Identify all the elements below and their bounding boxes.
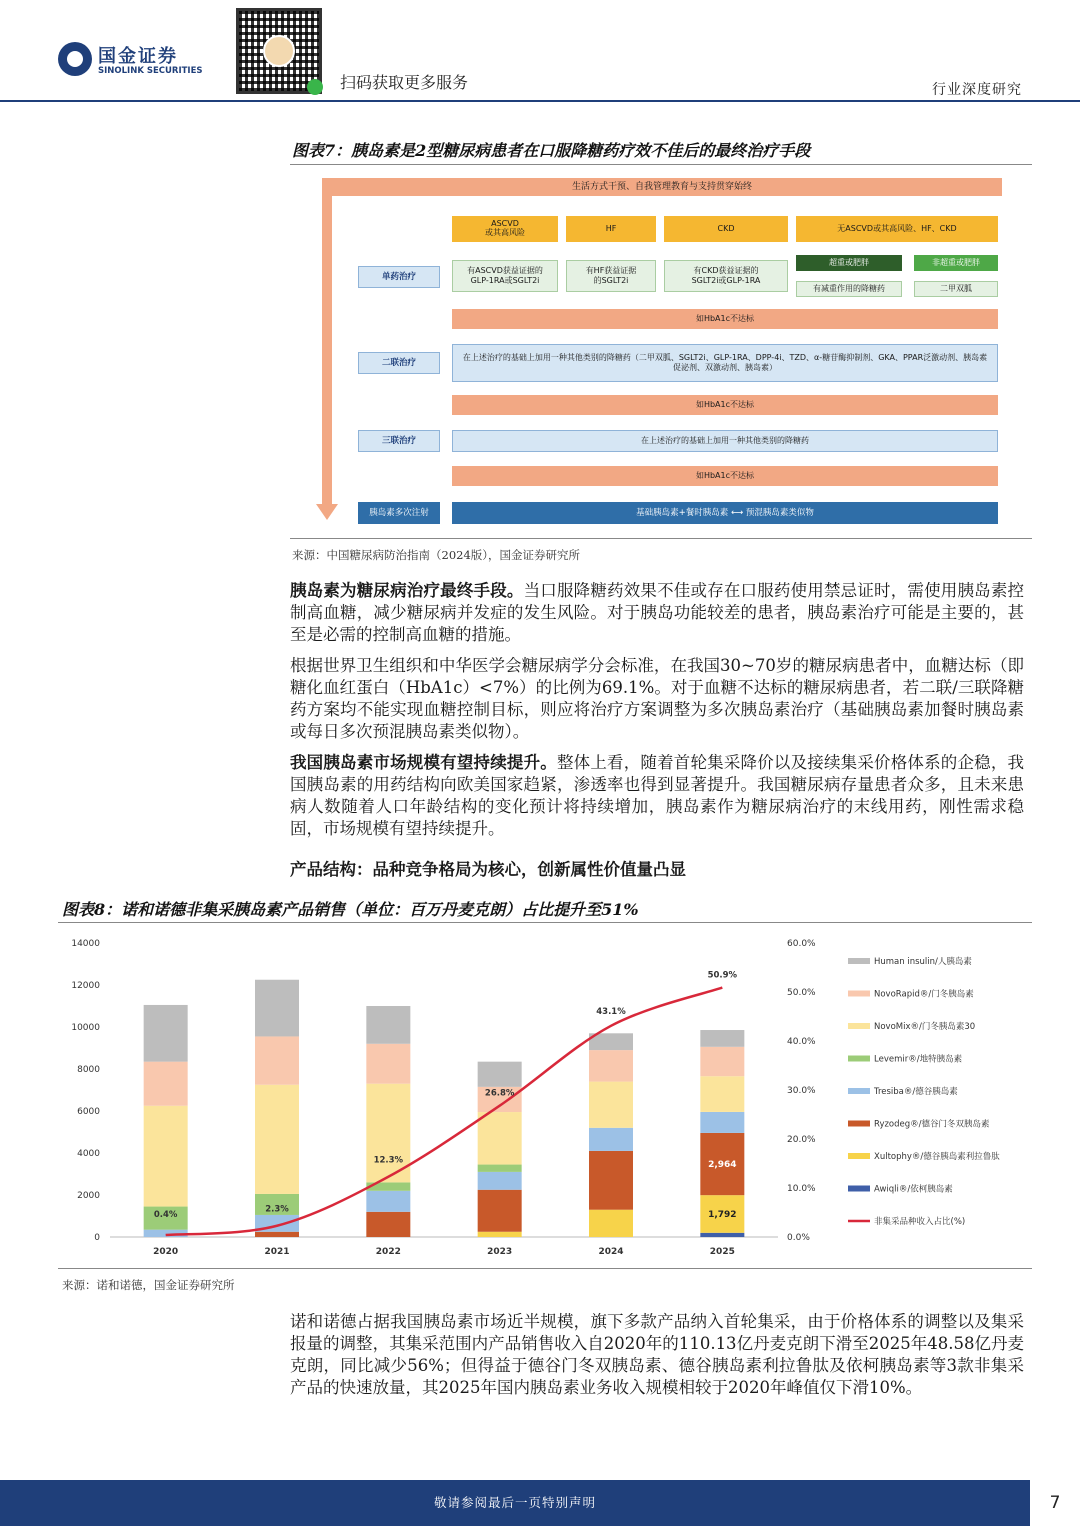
bar-segment	[478, 1190, 522, 1232]
legend-label: Levemir®/地特胰岛素	[874, 1054, 963, 1065]
bar-segment	[700, 1112, 744, 1133]
figure8-chart	[58, 928, 1032, 1260]
lifestyle-bar: 生活方式干预、自我管理教育与支持贯穿始终	[322, 178, 1002, 196]
paragraph-2: 根据世界卫生组织和中华医学会糖尿病学分会标准，在我国30~70岁的糖尿病患者中，血糖达标（即糖化血红蛋白（HbA1c）<7%）的比例为69.1%。对于血糖不达标的糖尿病患者，若二联/三联降糖药方案均不能实现血糖控制目标，则应将治疗方案调整为多次胰岛素治疗（基础胰岛素加餐时胰岛素或每日多次预混胰岛素类似物）。	[290, 656, 1024, 741]
chart-svg	[58, 928, 1032, 1260]
legend-swatch	[848, 958, 870, 964]
bar-segment	[589, 1151, 633, 1210]
y2-tick-label: 60.0%	[787, 939, 816, 949]
legend-label: Human insulin/人胰岛素	[874, 957, 972, 967]
cat-ascvd: ASCVD 或其高风险	[452, 216, 558, 242]
bar-segment	[144, 1106, 188, 1207]
legend-label: NovoMix®/门冬胰岛素30	[874, 1022, 976, 1032]
paragraph-3-body: 整体上看，随着首轮集采降价以及接续集采价格体系的企稳，我国胰岛素的用药结构向欧美国家趋紧，渗透率也得到显著提升。我国糖尿病存量患者众多，且未来患病人数随着人口年龄结构的变化预计将持续增加，胰岛素作为糖尿病治疗的末线用药，刚性需求稳固，市场规模有望持续提升。	[290, 753, 1025, 838]
figure8-source: 来源：诺和诺德，国金证券研究所	[62, 1278, 235, 1292]
paragraph-1	[290, 580, 1024, 646]
y-tick-label: 12000	[71, 981, 100, 991]
line-data-label: 26.8%	[484, 1088, 515, 1099]
brand-name-en: SINOLINK SECURITIES	[98, 66, 203, 76]
figure8-top-rule	[58, 922, 1032, 923]
not-overweight-box: 非超重或肥胖	[914, 255, 998, 271]
line-data-label: 0.4%	[153, 1210, 178, 1221]
paragraph-1-lead: 胰岛素为糖尿病治疗最终手段。	[290, 581, 524, 600]
legend-label: Xultophy®/德谷胰岛素利拉鲁肽	[874, 1152, 1000, 1162]
bar-segment	[255, 1232, 299, 1237]
y2-tick-label: 50.0%	[787, 988, 816, 998]
legend-label: Ryzodeg®/德谷门冬双胰岛素	[874, 1119, 990, 1130]
section-subheading: 产品结构：品种竞争格局为核心，创新属性价值量凸显	[290, 860, 686, 879]
bar-segment	[478, 1165, 522, 1172]
legend-label: 非集采品种收入占比(%)	[874, 1217, 966, 1227]
x-tick-label: 2021	[264, 1247, 290, 1257]
legend-swatch	[848, 1056, 870, 1062]
legend-swatch	[848, 1121, 870, 1127]
legend-swatch	[848, 1023, 870, 1029]
brand-name-cn: 国金证券	[98, 46, 178, 67]
header-divider	[0, 100, 1080, 102]
cat-ckd: CKD	[664, 216, 788, 242]
insulin-multi-label: 胰岛素多次注射	[358, 502, 440, 524]
y-tick-label: 4000	[77, 1149, 100, 1159]
y2-tick-label: 30.0%	[787, 1086, 816, 1096]
cat-none: 无ASCVD或其高风险、HF、CKD	[796, 216, 998, 242]
overweight-box: 超重或肥胖	[796, 255, 902, 271]
paragraph-3	[290, 752, 1024, 840]
y-tick-label: 10000	[71, 1023, 100, 1033]
figure7-flowchart	[316, 178, 1002, 528]
weight-loss-drug-box: 有减重作用的降糖药	[796, 281, 902, 297]
bar-segment	[144, 1062, 188, 1106]
not-reached-1: 如HbA1c不达标	[452, 309, 998, 329]
bar-segment	[255, 1036, 299, 1084]
y2-tick-label: 20.0%	[787, 1135, 816, 1145]
dual-therapy-label: 二联治疗	[358, 352, 440, 374]
bar-segment	[366, 1044, 410, 1084]
bar-segment	[589, 1050, 633, 1082]
bar-segment	[700, 1030, 744, 1047]
dual-therapy-box: 在上述治疗的基础上加用一种其他类别的降糖药（二甲双胍、SGLT2i、GLP-1RA、DPP-4i、TZD、α-糖苷酶抑制剂、GKA、PPAR泛激动剂、胰岛素促泌剂、双激动剂、胰岛素）	[452, 344, 998, 382]
line-data-label: 2.3%	[265, 1204, 289, 1215]
bar-segment	[478, 1112, 522, 1165]
mono-ascvd-box: 有ASCVD获益证据的 GLP-1RA或SGLT2i	[452, 260, 558, 292]
legend-swatch	[848, 1186, 870, 1192]
not-reached-3: 如HbA1c不达标	[452, 466, 998, 486]
x-tick-label: 2022	[375, 1247, 401, 1257]
mono-hf-box: 有HF获益证据 的SGLT2i	[566, 260, 656, 292]
paragraph-3-lead: 我国胰岛素市场规模有望持续提升。	[290, 753, 557, 772]
paragraph-1-body: 当口服降糖药效果不佳或存在口服药使用禁忌证时，需使用胰岛素控制高血糖，减少糖尿病并发症的发生风险。对于胰岛功能较差的患者，胰岛素治疗可能是主要的，甚至是必需的控制高血糖的措施。	[290, 581, 1025, 644]
bar-segment	[366, 1191, 410, 1212]
y-tick-label: 14000	[71, 939, 100, 949]
legend-swatch	[848, 1153, 870, 1159]
y-tick-label: 0	[94, 1233, 100, 1243]
qr-center-logo-icon	[263, 35, 295, 67]
y2-tick-label: 0.0%	[787, 1233, 810, 1243]
basal-bolus-text: 基础胰岛素+餐时胰岛素	[636, 508, 729, 518]
bar-segment	[366, 1006, 410, 1044]
report-category: 行业深度研究	[932, 82, 1022, 98]
figure7-bottom-rule	[290, 538, 1032, 539]
wechat-badge-icon	[307, 79, 323, 95]
double-arrow-icon: ⟷	[730, 508, 746, 518]
metformin-box: 二甲双胍	[914, 281, 998, 297]
bar-segment	[589, 1210, 633, 1237]
bar-segment	[589, 1082, 633, 1128]
mono-therapy-label: 单药治疗	[358, 266, 440, 288]
x-tick-label: 2025	[709, 1247, 735, 1257]
line-data-label: 43.1%	[596, 1006, 626, 1017]
figure7-top-rule	[290, 164, 1032, 165]
cat-hf: HF	[566, 216, 656, 242]
scan-prompt: 扫码获取更多服务	[340, 73, 469, 92]
footer-disclaimer[interactable]: 敬请参阅最后一页特别声明	[433, 1495, 596, 1510]
brand-logo[interactable]	[58, 40, 208, 80]
flow-arrow-bar	[322, 184, 332, 510]
line-data-label: 12.3%	[373, 1155, 404, 1166]
bar-segment	[255, 980, 299, 1037]
legend-label: Tresiba®/德谷胰岛素	[874, 1087, 958, 1097]
bar-segment	[700, 1047, 744, 1076]
bar-segment	[255, 1085, 299, 1194]
y-tick-label: 8000	[77, 1065, 100, 1075]
legend-label: NovoRapid®/门冬胰岛素	[874, 989, 974, 1000]
y-tick-label: 6000	[77, 1107, 100, 1117]
legend-swatch	[848, 1088, 870, 1094]
triple-therapy-box: 在上述治疗的基础上加用一种其他类别的降糖药	[452, 430, 998, 452]
bar-segment	[478, 1062, 522, 1087]
y-tick-label: 2000	[77, 1191, 100, 1201]
bar-segment	[700, 1233, 744, 1237]
not-reached-2: 如HbA1c不达标	[452, 395, 998, 415]
insulin-regimen-bar	[452, 502, 998, 524]
y2-tick-label: 10.0%	[787, 1184, 816, 1194]
bar-segment	[478, 1172, 522, 1190]
bar-value-label: 2,964	[708, 1160, 737, 1171]
page-number: 7	[1049, 1493, 1061, 1513]
bar-segment	[700, 1076, 744, 1112]
figure7-title: 图表7：胰岛素是2型糖尿病患者在口服降糖药疗效不佳后的最终治疗手段	[292, 141, 811, 160]
y2-tick-label: 40.0%	[787, 1037, 816, 1047]
x-tick-label: 2023	[487, 1247, 513, 1257]
x-tick-label: 2024	[598, 1247, 624, 1257]
qr-code-icon[interactable]	[236, 8, 322, 94]
bar-segment	[366, 1212, 410, 1237]
legend-label: Awiqli®/依柯胰岛素	[874, 1184, 953, 1195]
premix-text: 预混胰岛素类似物	[745, 508, 814, 518]
mono-ckd-box: 有CKD获益证据的 SGLT2i或GLP-1RA	[664, 260, 788, 292]
triple-therapy-label: 三联治疗	[358, 430, 440, 452]
line-data-label: 50.9%	[707, 970, 738, 981]
paragraph-4: 诺和诺德占据我国胰岛素市场近半规模，旗下多款产品纳入首轮集采，由于价格体系的调整以及集采报量的调整，其集采范围内产品销售收入自2020年的110.13亿丹麦克朗下滑至2025年48.58亿丹麦克朗，同比减少56%；但得益于德谷门冬双胰岛素、德谷胰岛素利拉鲁肽及依柯胰岛素等3款非集采产品的快速放量，其2025年国内胰岛素业务收入规模相较于2020年峰值仅下滑10%。	[290, 1312, 1024, 1397]
legend-swatch	[848, 991, 870, 997]
bar-segment	[478, 1232, 522, 1237]
line-series-path	[166, 988, 723, 1235]
figure7-source: 来源：中国糖尿病防治指南（2024版），国金证券研究所	[292, 548, 581, 562]
page-header	[0, 0, 1080, 100]
bar-value-label: 1,792	[708, 1209, 737, 1220]
bar-segment	[144, 1005, 188, 1062]
figure8-bottom-rule	[58, 1268, 1032, 1269]
bar-segment	[589, 1128, 633, 1151]
flow-arrow-head-icon	[316, 504, 338, 520]
figure8-title: 图表8：诺和诺德非集采胰岛素产品销售（单位：百万丹麦克朗）占比提升至51%	[62, 900, 639, 919]
x-tick-label: 2020	[153, 1247, 179, 1257]
logo-mark-icon	[58, 42, 92, 76]
